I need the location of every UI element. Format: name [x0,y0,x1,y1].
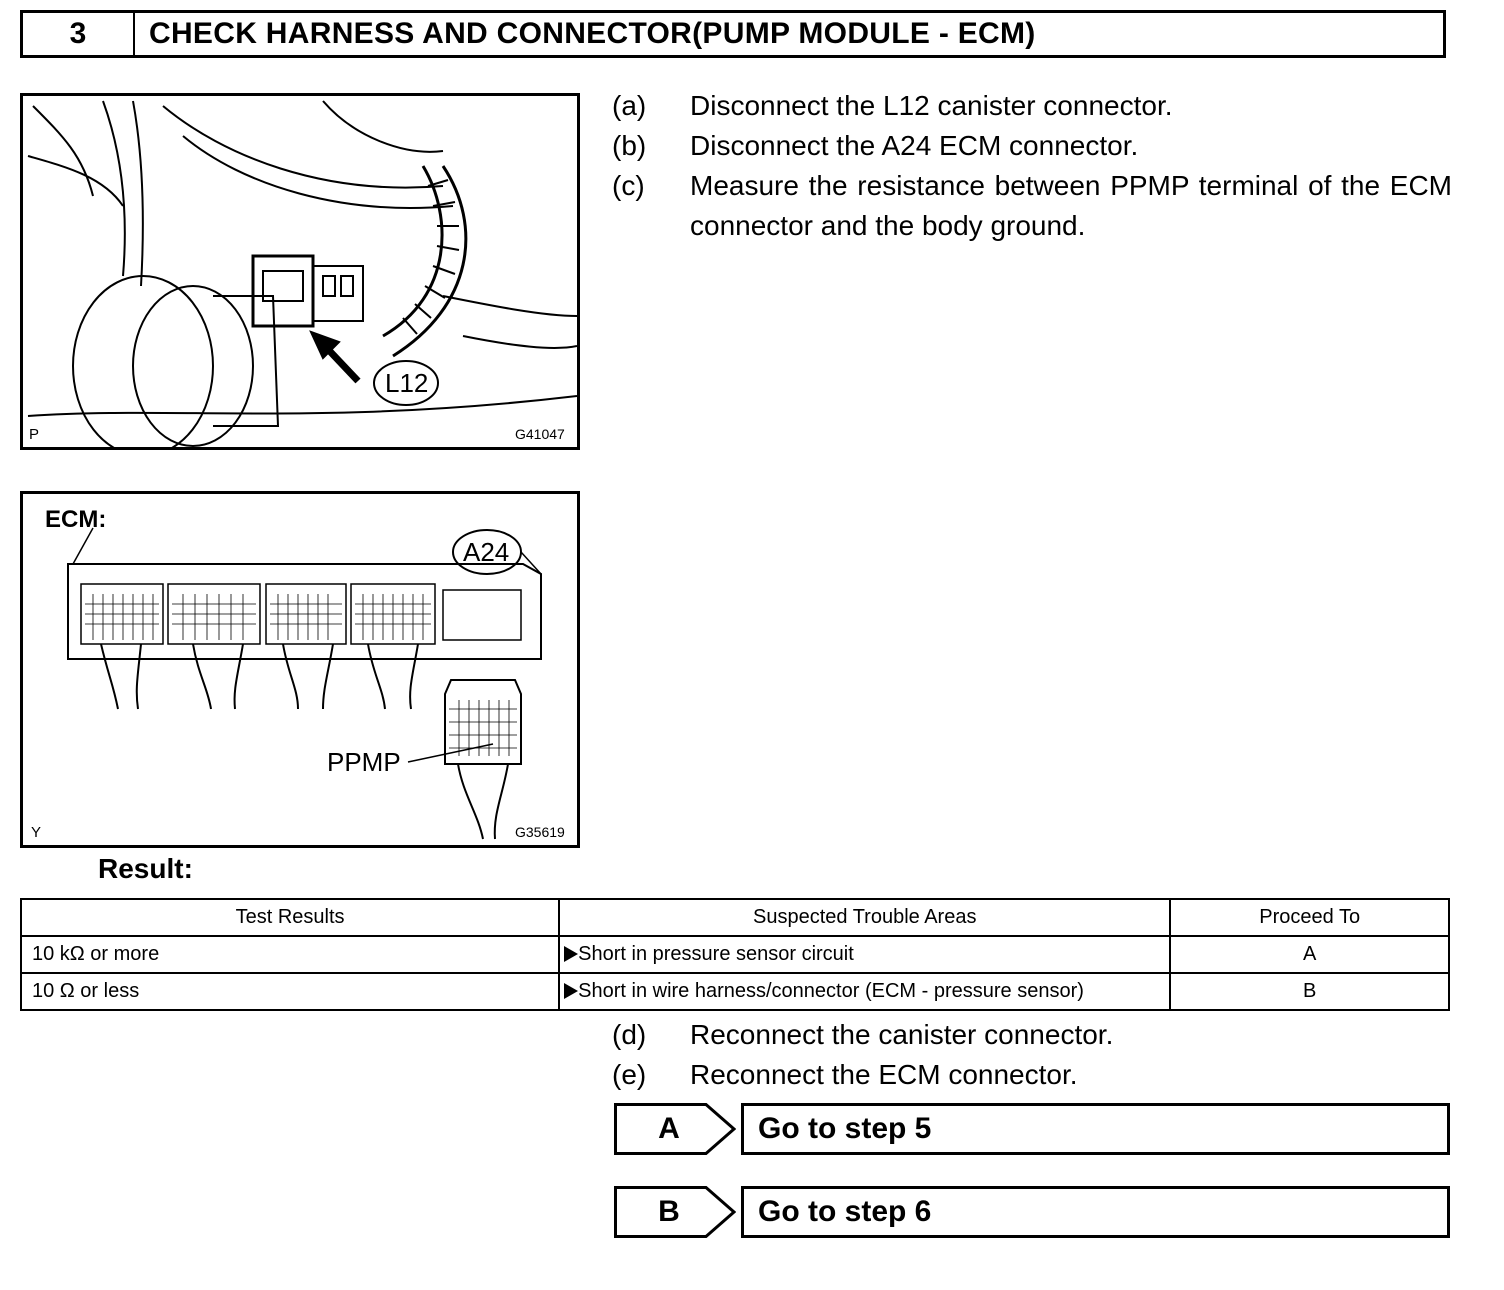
ecm-label: ECM: [45,506,107,533]
figure-ecm-connector [20,491,580,848]
figure2-code: G35619 [515,824,565,840]
go-to-step-5: Go to step 5 [741,1103,1450,1155]
figure1-code: G41047 [515,426,565,442]
step-text: Disconnect the A24 ECM connector. [690,130,1139,161]
trouble-area-text: Short in pressure sensor circuit [578,943,854,965]
step-label: (d) [612,1019,647,1050]
test-result-cell: 10 Ω or less [21,973,559,1010]
a24-callout: A24 [463,537,510,567]
step-text: Reconnect the ECM connector. [690,1059,1078,1090]
table-row [21,973,1449,1010]
column-header: Test Results [21,899,559,936]
figure2-corner-label: Y [31,824,42,841]
proceed-label-b [614,1186,736,1238]
step-label: (e) [612,1059,647,1090]
l12-callout: L12 [385,368,429,398]
trouble-area-text: Short in wire harness/connector (ECM - pressure sensor) [578,980,1084,1002]
table-row [21,936,1449,973]
proceed-cell: A [1170,936,1449,973]
result-label: Result: [98,853,193,884]
step-text: Disconnect the L12 canister connector. [690,90,1173,121]
trouble-area-cell [559,973,1170,1010]
bullet-arrow-icon [564,946,578,962]
step-item [612,1055,1450,1095]
figure1-corner-label: P [29,426,40,443]
step-text: Reconnect the canister connector. [690,1019,1114,1050]
column-header: Proceed To [1170,899,1449,936]
step-title: CHECK HARNESS AND CONNECTOR(PUMP MODULE - ECM) [149,17,1036,50]
figure-l12-connector [20,93,580,450]
ppmp-terminal-label: PPMP [327,747,401,777]
step-label: (b) [612,130,647,161]
step-item [612,166,1452,246]
test-result-cell: 10 kΩ or more [21,936,559,973]
step-label: (a) [612,90,647,121]
step-item [612,1015,1450,1055]
step-item [612,86,1450,126]
step-text: Measure the resistance between PPMP terminal of the ECM connector and the body ground. [690,170,1452,241]
proceed-label-a [614,1103,736,1155]
table-header-row [21,899,1449,936]
column-header: Suspected Trouble Areas [559,899,1170,936]
proceed-letter: B [658,1195,680,1228]
l12-connector-illustration [23,96,577,447]
step-label: (c) [612,170,645,201]
proceed-cell: B [1170,973,1449,1010]
step-header [20,10,1446,58]
step-item [612,126,1450,166]
go-to-step-6: Go to step 6 [741,1186,1450,1238]
trouble-area-cell [559,936,1170,973]
proceed-letter: A [658,1112,680,1145]
bullet-arrow-icon [564,983,578,999]
step-number: 3 [23,13,135,55]
result-table [20,898,1450,1011]
